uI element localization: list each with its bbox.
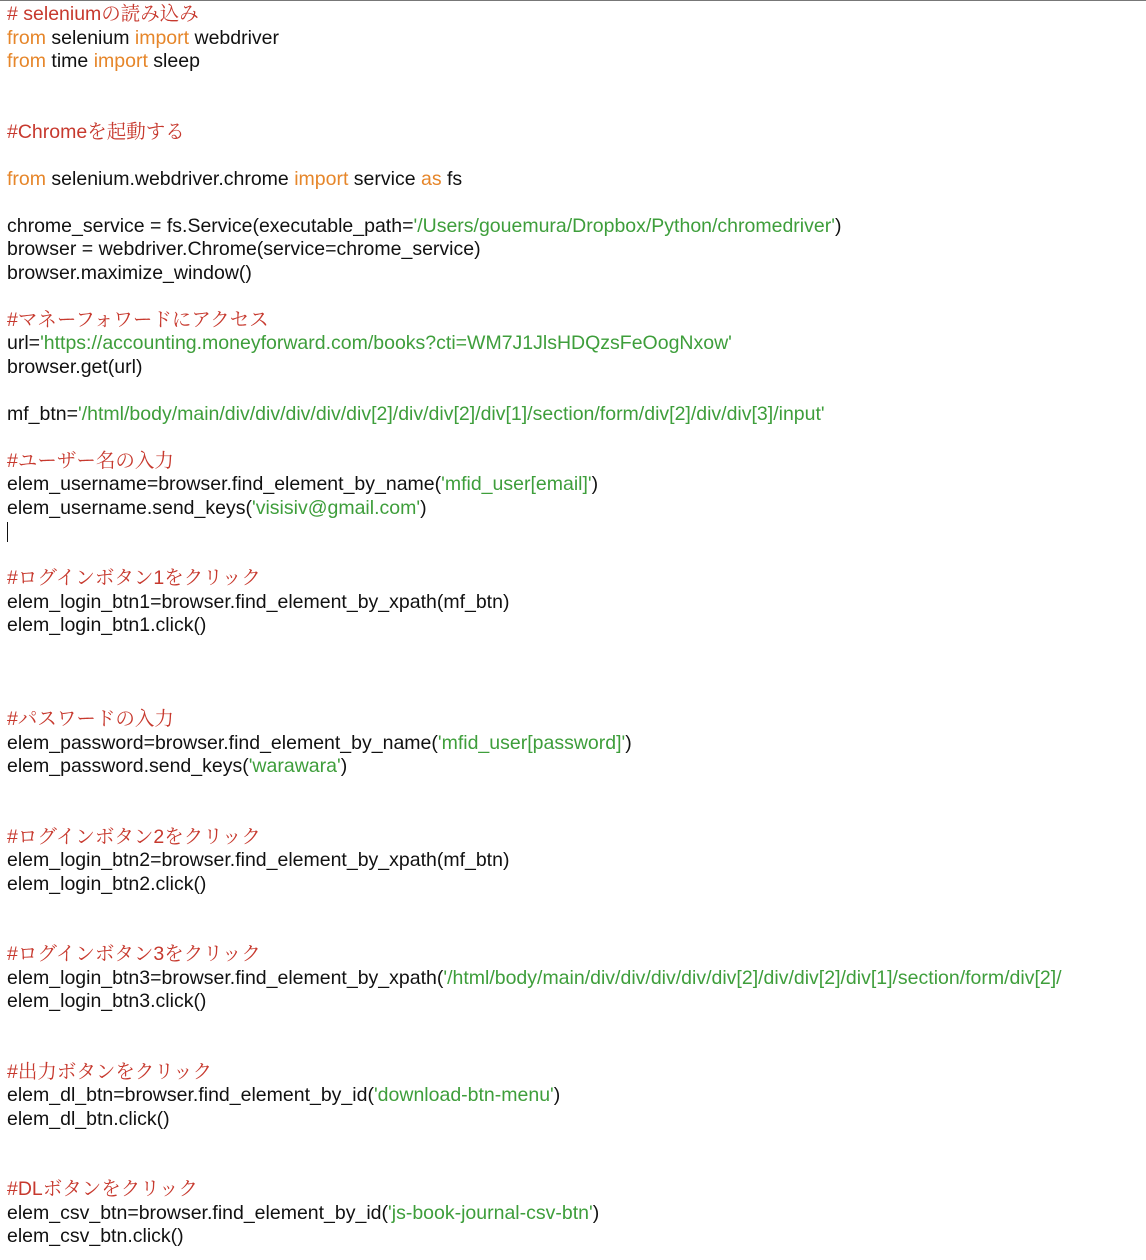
blank-line[interactable] [7,1037,1146,1061]
string-token: 'mfid_user[email]' [441,473,592,495]
plain-token: elem_csv_btn=browser.find_element_by_id( [7,1201,389,1224]
plain-token: elem_login_btn3=browser.find_element_by_xpath( [7,966,444,989]
keyword-token: from [7,167,46,190]
code-line[interactable] [7,826,1146,850]
string-token: 'download-btn-menu' [373,1084,554,1106]
plain-token: elem_password=browser.find_element_by_name( [7,731,438,754]
string-token: '/Users/gouemura/Dropbox/Python/chromedriver' [413,214,835,237]
code-lines[interactable] [7,3,1146,1249]
plain-token: ) [340,755,348,777]
code-line[interactable] [7,168,1146,192]
code-line[interactable] [7,967,1146,991]
string-token: '/html/body/main/div/div/div/div/div[2]/div/div[2]/div[1]/section/form/div[2]/div/div[3]/input' [78,402,825,425]
code-line[interactable] [7,591,1146,615]
comment-token: #マネーフォワードにアクセス [7,308,269,331]
plain-token: selenium [46,26,135,49]
code-line[interactable] [7,990,1146,1014]
plain-token: browser.get(url) [7,355,143,378]
code-line[interactable] [7,27,1146,51]
plain-token: fs [441,167,463,190]
plain-token: browser.maximize_window() [7,261,252,284]
string-token: 'https://accounting.moneyforward.com/books?cti=WM7J1JlsHDQzsFeOogNxow' [40,332,732,354]
keyword-token: from [7,50,46,72]
plain-token: ) [553,1084,561,1106]
plain-token: url= [7,332,41,354]
plain-token: elem_login_btn3.click() [7,990,207,1012]
blank-line[interactable] [7,1014,1146,1038]
blank-line[interactable] [7,896,1146,920]
code-line[interactable] [7,708,1146,732]
blank-line[interactable] [7,426,1146,450]
code-line[interactable] [7,121,1146,145]
code-line[interactable] [7,332,1146,356]
blank-line[interactable] [7,520,1146,544]
code-line[interactable] [7,849,1146,873]
blank-line[interactable] [7,379,1146,403]
plain-token: ) [625,731,632,754]
blank-line[interactable] [7,1155,1146,1179]
plain-token: mf_btn= [7,402,79,425]
blank-line[interactable] [7,920,1146,944]
plain-token: elem_login_btn2=browser.find_element_by_xpath(mf_btn) [7,849,510,871]
plain-token: chrome_service = fs.Service(executable_path= [7,214,414,237]
blank-line[interactable] [7,661,1146,685]
comment-token: #ログインボタン2をクリック [7,825,261,848]
code-line[interactable] [7,567,1146,591]
code-line[interactable] [7,262,1146,286]
code-line[interactable] [7,943,1146,967]
plain-token: service [348,167,421,190]
string-token: 'warawara' [248,755,341,777]
code-line[interactable] [7,1178,1146,1202]
plain-token: browser = webdriver.Chrome(service=chrome_service) [7,238,481,260]
string-token: '/html/body/main/div/div/div/div/div[2]/div/div[2]/div[1]/section/form/div[2]/ [443,966,1062,989]
comment-token: #ログインボタン1をクリック [7,567,261,589]
code-line[interactable] [7,450,1146,474]
code-line[interactable] [7,50,1146,74]
comment-token: # seleniumの読み込み [7,3,199,25]
string-token: 'mfid_user[password]' [437,731,626,754]
plain-token: elem_login_btn2.click() [7,872,207,895]
plain-token: elem_dl_btn=browser.find_element_by_id( [7,1084,374,1106]
code-line[interactable] [7,403,1146,427]
plain-token: elem_login_btn1=browser.find_element_by_xpath(mf_btn) [7,590,510,613]
blank-line[interactable] [7,802,1146,826]
plain-token: ) [591,473,599,495]
code-line[interactable] [7,356,1146,380]
comment-token: #出力ボタンをクリック [7,1060,213,1083]
keyword-token: import [134,26,190,49]
plain-token: elem_password.send_keys( [7,755,249,777]
blank-line[interactable] [7,74,1146,98]
code-line[interactable] [7,1061,1146,1085]
plain-token: selenium.webdriver.chrome [46,167,295,190]
plain-token: elem_username=browser.find_element_by_name( [7,473,442,495]
blank-line[interactable] [7,638,1146,662]
keyword-token: import [93,50,148,72]
code-line[interactable] [7,309,1146,333]
comment-token: #ユーザー名の入力 [7,449,174,472]
blank-line[interactable] [7,285,1146,309]
code-line[interactable] [7,1202,1146,1226]
code-line[interactable] [7,873,1146,897]
code-line[interactable] [7,1225,1146,1249]
blank-line[interactable] [7,779,1146,803]
comment-token: #DLボタンをクリック [7,1178,198,1200]
plain-token: sleep [147,50,200,72]
blank-line[interactable] [7,144,1146,168]
text-cursor [7,522,8,542]
keyword-token: from [7,26,46,49]
code-line[interactable] [7,215,1146,239]
plain-token: elem_username.send_keys( [7,496,252,519]
code-line[interactable] [7,732,1146,756]
blank-line[interactable] [7,544,1146,568]
code-line[interactable] [7,1084,1146,1108]
plain-token: ) [834,214,842,237]
code-line[interactable] [7,497,1146,521]
string-token: 'js-book-journal-csv-btn' [388,1201,593,1224]
comment-token: #Chromeを起動する [7,120,185,143]
plain-token: ) [592,1201,600,1224]
plain-token: elem_csv_btn.click() [7,1225,184,1247]
keyword-token: import [294,167,349,190]
code-line[interactable] [7,1108,1146,1132]
code-line[interactable] [7,755,1146,779]
blank-line[interactable] [7,1131,1146,1155]
plain-token: webdriver [189,26,280,49]
blank-line[interactable] [7,191,1146,215]
code-line[interactable] [7,238,1146,262]
comment-token: #ログインボタン3をクリック [7,943,261,965]
blank-line[interactable] [7,685,1146,709]
code-line[interactable] [7,614,1146,638]
plain-token: time [46,50,94,72]
comment-token: #パスワードの入力 [7,708,174,730]
plain-token: elem_dl_btn.click() [7,1107,170,1130]
code-line[interactable] [7,3,1146,27]
keyword-token: as [420,167,442,190]
string-token: 'visisiv@gmail.com' [251,496,421,519]
plain-token: ) [420,496,427,519]
plain-token: elem_login_btn1.click() [7,614,207,636]
code-line[interactable] [7,473,1146,497]
blank-line[interactable] [7,97,1146,121]
